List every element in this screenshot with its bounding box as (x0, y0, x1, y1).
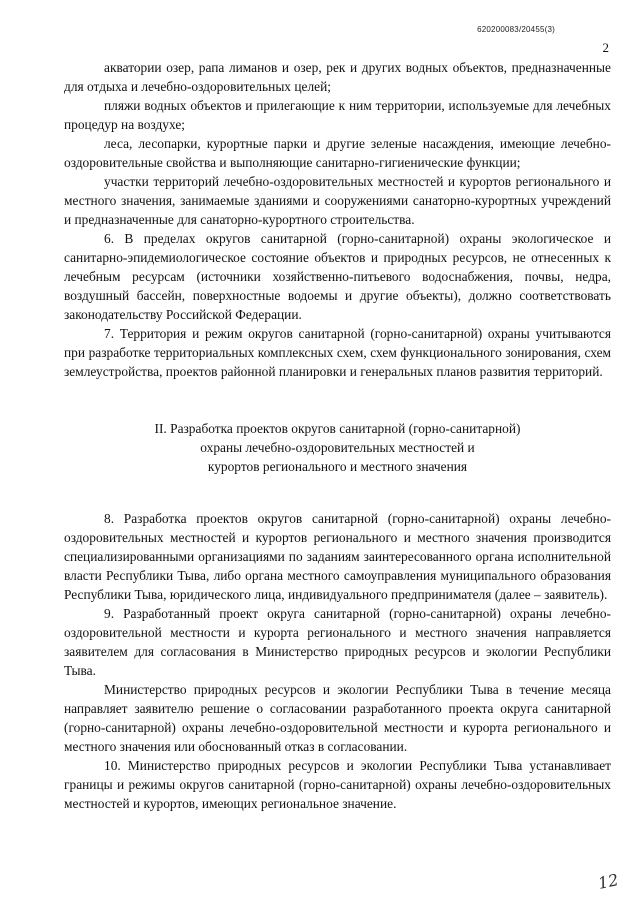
page-number: 2 (602, 40, 609, 55)
document-code: 620200083/20455(3) (477, 25, 555, 34)
section-heading-line: II. Разработка проектов округов санитарной (горно-санитарной) (154, 421, 521, 436)
section-heading-line: курортов регионального и местного значения (207, 459, 468, 474)
paragraph-water-areas: акватории озер, рапа лиманов и озер, рек и других водных объектов, предназначенные для отдыха и лечебно-оздоровительных целей; (64, 60, 611, 94)
section-heading-line: охраны лечебно-оздоровительных местностей и (200, 440, 475, 455)
handwritten-page-mark: 12 (595, 870, 620, 893)
paragraph-item-10: 10. Министерство природных ресурсов и экологии Республики Тыва устанавливает границы и режимы округов санитарной (горно-санитарной) охраны лечебно-оздоровительных местностей и курортов, имеющих региональное значение. (64, 758, 611, 811)
section-heading (64, 419, 611, 476)
paragraph-item-9: 9. Разработанный проект округа санитарной (горно-санитарной) охраны лечебно-оздоровительной местности и курорта регионального и местного значения направляется заявителем для согласования в Министерство природных ресурсов и экологии Республики Тыва. (64, 606, 611, 678)
paragraph-item-6: 6. В пределах округов санитарной (горно-санитарной) охраны экологическое и санитарно-эпидемиологическое состояние объектов и природных ресурсов, не отнесенных к лечебным ресурсам (источники хозяйственно-питьевого водоснабжения, почвы, недра, воздушный бассейн, поверхностные водоемы и другие объекты), должно соответствовать законодательству Российской Федерации. (64, 231, 611, 322)
paragraph-territory-plots: участки территорий лечебно-оздоровительных местностей и курортов регионального и местного значения, занимаемые зданиями и сооружениями санаторно-курортных учреждений и предназначенные для санаторно-курортного строительства. (64, 174, 611, 227)
paragraph-forests: леса, лесопарки, курортные парки и другие зеленые насаждения, имеющие лечебно-оздоровительные свойства и выполняющие санитарно-гигиенические функции; (64, 136, 611, 170)
paragraph-beaches: пляжи водных объектов и прилегающие к ним территории, используемые для лечебных процедур на воздухе; (64, 98, 611, 132)
paragraph-ministry-decision: Министерство природных ресурсов и экологии Республики Тыва в течение месяца направляет заявителю решение о согласовании разработанного проекта округа санитарной (горно-санитарной) охраны лечебно-оздоровительной местности и курорта регионального и местного значения или обоснованный отказ в согласовании. (64, 682, 611, 754)
paragraph-item-8: 8. Разработка проектов округов санитарной (горно-санитарной) охраны лечебно-оздоровительных местностей и курортов регионального и местного значения производится специализированными организациями по заданиям заинтересованного органа исполнительной власти Республики Тыва, либо органа местного самоуправления муниципального образования Республики Тыва, юридического лица, индивидуального предпринимателя (далее – заявитель). (64, 511, 611, 602)
document-body (64, 58, 611, 813)
paragraph-item-7: 7. Территория и режим округов санитарной (горно-санитарной) охраны учитываются при разработке территориальных комплексных схем, схем функционального зонирования, схем землеустройства, проектов районной планировки и генеральных планов развития территорий. (64, 326, 611, 379)
